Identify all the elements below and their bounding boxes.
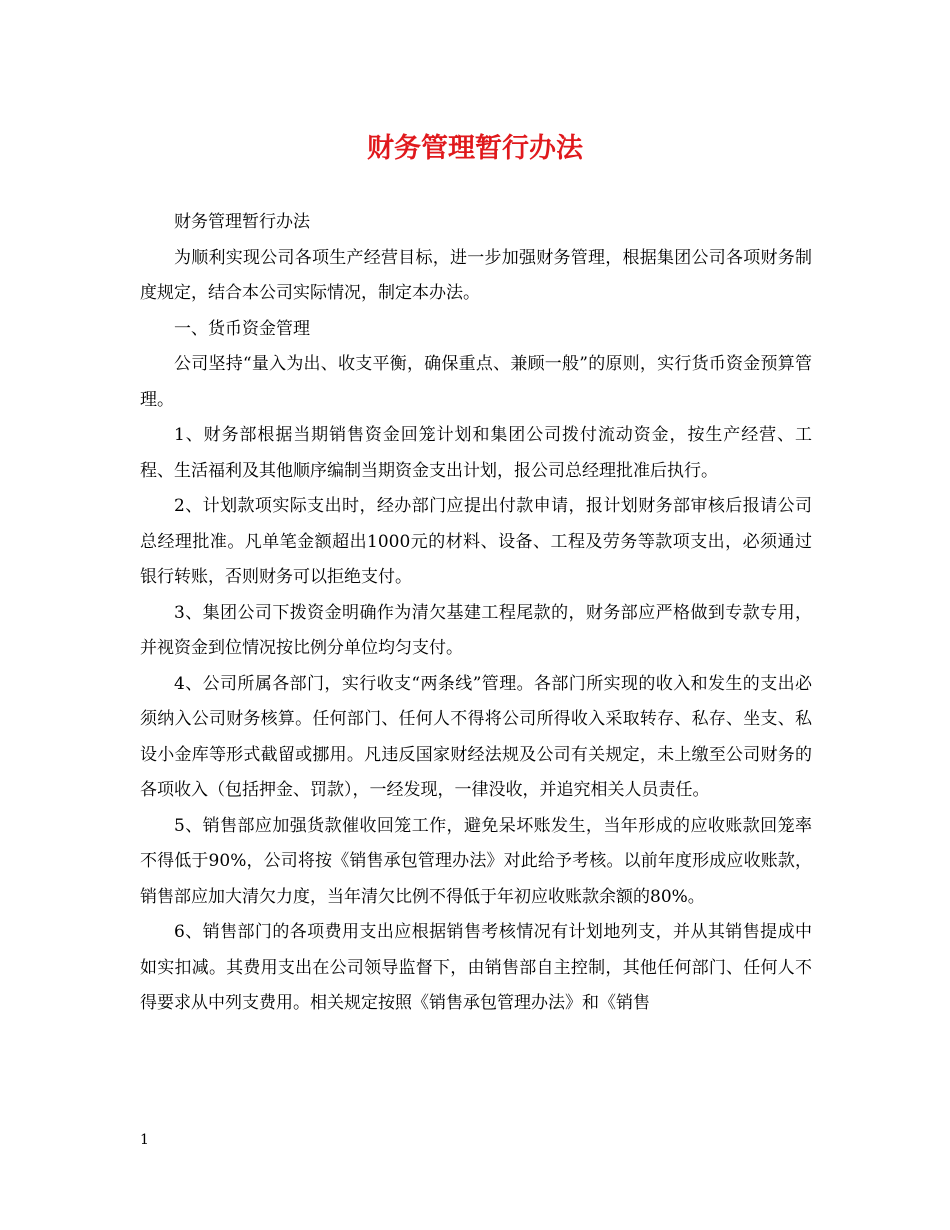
paragraph-principle: 公司坚持“量入为出、收支平衡，确保重点、兼顾一般”的原则，实行货币资金预算管理。	[140, 354, 812, 410]
section-heading-monetary-funds: 一、货币资金管理	[174, 318, 310, 339]
paragraph-item-5: 5、销售部应加强货款催收回笼工作，避免呆坏账发生，当年形成的应收账款回笼率不得低于90%，公司将按《销售承包管理办法》对此给予考核。以前年度形成应收账款，销售部应加大清欠力度，当年清欠比例不得低于年初应收账款余额的80%。	[140, 815, 812, 907]
paragraph-item-1: 1、财务部根据当期销售资金回笼计划和集团公司拨付流动资金，按生产经营、工程、生活福利及其他顺序编制当期资金支出计划，报公司总经理批准后执行。	[140, 425, 812, 481]
document-body	[140, 205, 812, 1022]
paragraph-item-6: 6、销售部门的各项费用支出应根据销售考核情况有计划地列支，并从其销售提成中如实扣减。其费用支出在公司领导监督下，由销售部自主控制，其他任何部门、任何人不得要求从中列支费用。相关规定按照《销售承包管理办法》和《销售	[140, 922, 812, 1013]
document-title: 财务管理暂行办法	[367, 133, 583, 164]
paragraph-item-2: 2、计划款项实际支出时，经办部门应提出付款申请，报计划财务部审核后报请公司总经理批准。凡单笔金额超出1000元的材料、设备、工程及劳务等款项支出，必须通过银行转账，否则财务可以拒绝支付。	[140, 496, 812, 587]
paragraph-subtitle: 财务管理暂行办法	[174, 212, 310, 232]
paragraph-item-4: 4、公司所属各部门，实行收支“两条线”管理。各部门所实现的收入和发生的支出必须纳入公司财务核算。任何部门、任何人不得将公司所得收入采取转存、私存、坐支、私设小金库等形式截留或挪用。凡违反国家财经法规及公司有关规定，未上缴至公司财务的各项收入（包括押金、罚款），一经发现，一律没收，并追究相关人员责任。	[140, 673, 812, 800]
paragraph-intro: 为顺利实现公司各项生产经营目标，进一步加强财务管理，根据集团公司各项财务制度规定，结合本公司实际情况，制定本办法。	[140, 247, 812, 303]
page-number: 1	[140, 1132, 149, 1148]
paragraph-item-3: 3、集团公司下拨资金明确作为清欠基建工程尾款的，财务部应严格做到专款专用，并视资金到位情况按比例分单位均匀支付。	[140, 602, 812, 658]
